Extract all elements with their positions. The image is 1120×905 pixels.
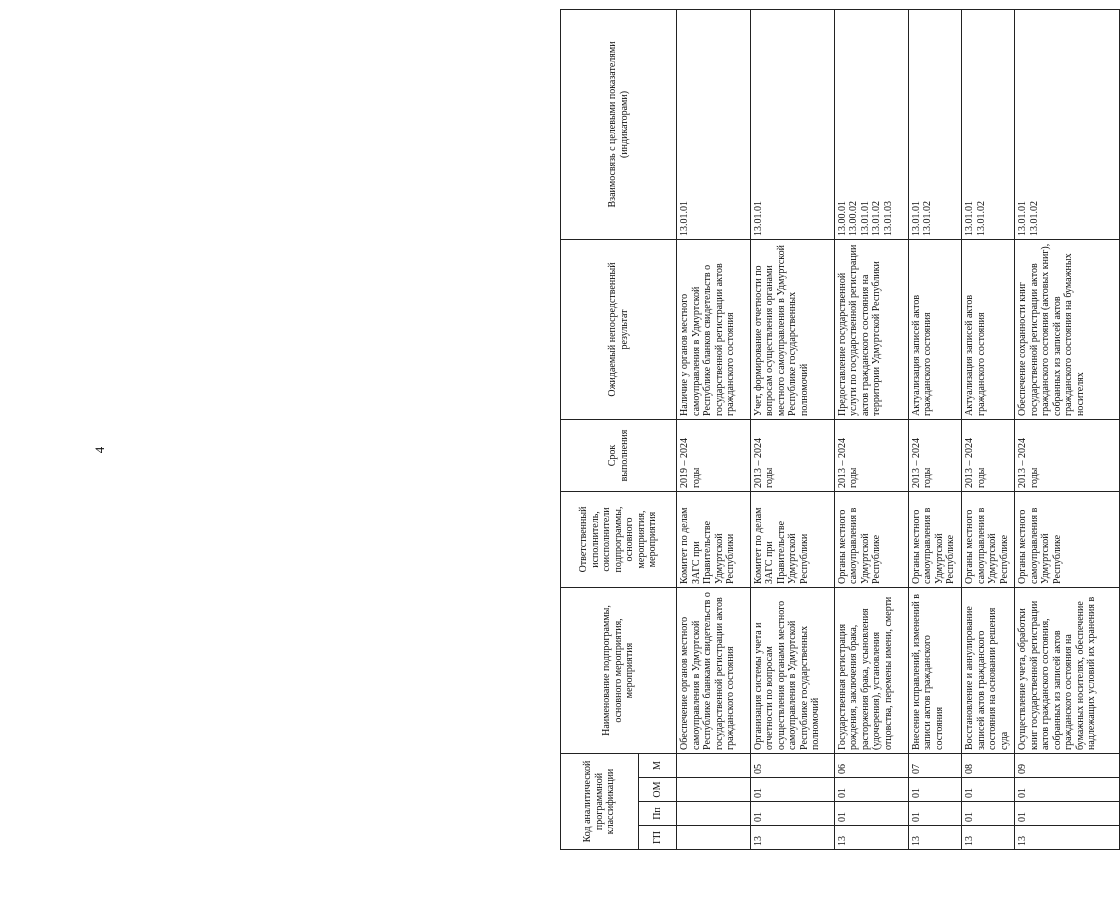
cell-result: Обеспечение сохранности книг государственной регистрации актов гражданского состояния (актовых книг), собранных из записей актов гражданского состояния на бумажных носителях xyxy=(1015,239,1120,419)
cell-om: 01 xyxy=(1015,778,1120,802)
cell-link xyxy=(677,9,751,239)
cell-link xyxy=(908,9,961,239)
link-code: 13.01.02 xyxy=(1028,200,1040,236)
cell-om: 01 xyxy=(834,778,908,802)
link-code: 13.01.03 xyxy=(882,200,894,236)
link-code: 13.00.02 xyxy=(848,200,860,236)
cell-pp: 01 xyxy=(908,802,961,826)
cell-gp: 13 xyxy=(908,826,961,850)
cell-term: 2013 – 2024 годы xyxy=(1015,419,1120,491)
cell-gp: 13 xyxy=(750,826,834,850)
link-code: 13.01.01 xyxy=(679,200,690,236)
cell-result: Предоставление государственной услуги по государственной регистрации актов гражданского состояния на территории Удмуртской Республики xyxy=(834,239,908,419)
cell-result: Учет, формирование отчетности по вопросам осуществления органами местного самоуправления в Удмуртской Республике государственных полномочий xyxy=(750,239,834,419)
cell-gp: 13 xyxy=(1015,826,1120,850)
cell-executor: Органы местного самоуправления в Удмуртской Республике xyxy=(1015,491,1120,587)
header-link: Взаимосвязь с целевыми показателями (индикаторами) xyxy=(561,9,677,239)
table-row xyxy=(1015,9,1120,849)
header-code-group: Код аналитической программной классификации xyxy=(561,753,639,849)
cell-m xyxy=(677,753,751,777)
link-code: 13.01.02 xyxy=(975,200,987,236)
header-name: Наименование подпрограммы, основного мероприятия, мероприятия xyxy=(561,587,677,753)
cell-m: 09 xyxy=(1015,753,1120,777)
cell-executor: Органы местного самоуправления в Удмуртской Республике xyxy=(908,491,961,587)
table-row xyxy=(962,9,1015,849)
cell-m: 06 xyxy=(834,753,908,777)
cell-m: 08 xyxy=(962,753,1015,777)
cell-pp: 01 xyxy=(962,802,1015,826)
cell-name: Организация системы учета и отчетности по вопросам осуществления органами местного самоуправления в Удмуртской Республике государственных полномочий xyxy=(750,587,834,753)
cell-executor: Комитет по делам ЗАГС при Правительстве Удмуртской Республики xyxy=(750,491,834,587)
cell-name: Осуществление учета, обработки книг государственной регистрации актов гражданского состояния, собранных из записей актов гражданского состояния на бумажных носителях, обеспечение надлежащих условий их хранения в xyxy=(1015,587,1120,753)
cell-pp: 01 xyxy=(1015,802,1120,826)
cell-pp: 01 xyxy=(834,802,908,826)
cell-executor: Органы местного самоуправления в Удмуртской Республике xyxy=(834,491,908,587)
cell-om: 01 xyxy=(750,778,834,802)
header-om: ОМ xyxy=(639,778,677,802)
cell-link xyxy=(834,9,908,239)
cell-result: Актуализация записей актов гражданского состояния xyxy=(962,239,1015,419)
cell-name: Внесение исправлений, изменений в записи актов гражданского состояния xyxy=(908,587,961,753)
link-code: 13.01.01 xyxy=(1017,200,1029,236)
cell-gp xyxy=(677,826,751,850)
cell-term: 2019 – 2024 годы xyxy=(677,419,751,491)
link-code: 13.01.01 xyxy=(752,200,764,236)
cell-term: 2013 – 2024 годы xyxy=(834,419,908,491)
cell-om xyxy=(677,778,751,802)
cell-link xyxy=(1015,9,1120,239)
page-number: 4 xyxy=(92,446,107,454)
cell-pp: 01 xyxy=(750,802,834,826)
cell-term: 2013 – 2024 годы xyxy=(908,419,961,491)
link-code: 13.01.02 xyxy=(922,200,934,236)
cell-m: 07 xyxy=(908,753,961,777)
link-code: 13.01.01 xyxy=(910,200,922,236)
header-gp: ГП xyxy=(639,826,677,850)
cell-om: 01 xyxy=(908,778,961,802)
cell-link xyxy=(962,9,1015,239)
cell-gp: 13 xyxy=(962,826,1015,850)
table-row xyxy=(908,9,961,849)
rotated-table-container xyxy=(560,30,1120,850)
header-term: Срок выполнения xyxy=(561,419,677,491)
cell-om: 01 xyxy=(962,778,1015,802)
cell-executor: Органы местного самоуправления в Удмуртской Республике xyxy=(962,491,1015,587)
link-code: 13.01.01 xyxy=(964,200,976,236)
cell-name: Восстановление и аннулирование записей актов гражданского состояния на основании решения суда xyxy=(962,587,1015,753)
cell-result: Актуализация записей актов гражданского состояния xyxy=(908,239,961,419)
cell-term: 2013 – 2024 годы xyxy=(962,419,1015,491)
cell-link xyxy=(750,9,834,239)
header-pp: Пп xyxy=(639,802,677,826)
link-code: 13.01.01 xyxy=(859,200,871,236)
table-row xyxy=(750,9,834,849)
cell-name: Обеспечение органов местного самоуправления в Удмуртской Республике бланками свидетельств о государственной регистрации актов гражданского состояния xyxy=(677,587,751,753)
cell-name: Государственная регистрация рождения, заключения брака, расторжения брака, усыновления (удочерения), установления отцовства, перемены имени, смерти xyxy=(834,587,908,753)
cell-m: 05 xyxy=(750,753,834,777)
cell-executor: Комитет по делам ЗАГС при Правительстве Удмуртской Республики xyxy=(677,491,751,587)
header-executor: Ответственный исполнитель, соисполнители подпрограммы, основного мероприятия, мероприятия xyxy=(561,491,677,587)
header-m: М xyxy=(639,753,677,777)
link-code: 13.00.01 xyxy=(836,200,848,236)
table-row xyxy=(677,9,751,849)
table-row xyxy=(834,9,908,849)
cell-gp: 13 xyxy=(834,826,908,850)
cell-pp xyxy=(677,802,751,826)
cell-term: 2013 – 2024 годы xyxy=(750,419,834,491)
header-result: Ожидаемый непосредственный результат xyxy=(561,239,677,419)
link-code: 13.01.02 xyxy=(871,200,883,236)
program-table xyxy=(560,9,1120,850)
cell-result: Наличие у органов местного самоуправления в Удмуртской Республике бланков свидетельств о государственной регистрации актов гражданского состояния xyxy=(677,239,751,419)
